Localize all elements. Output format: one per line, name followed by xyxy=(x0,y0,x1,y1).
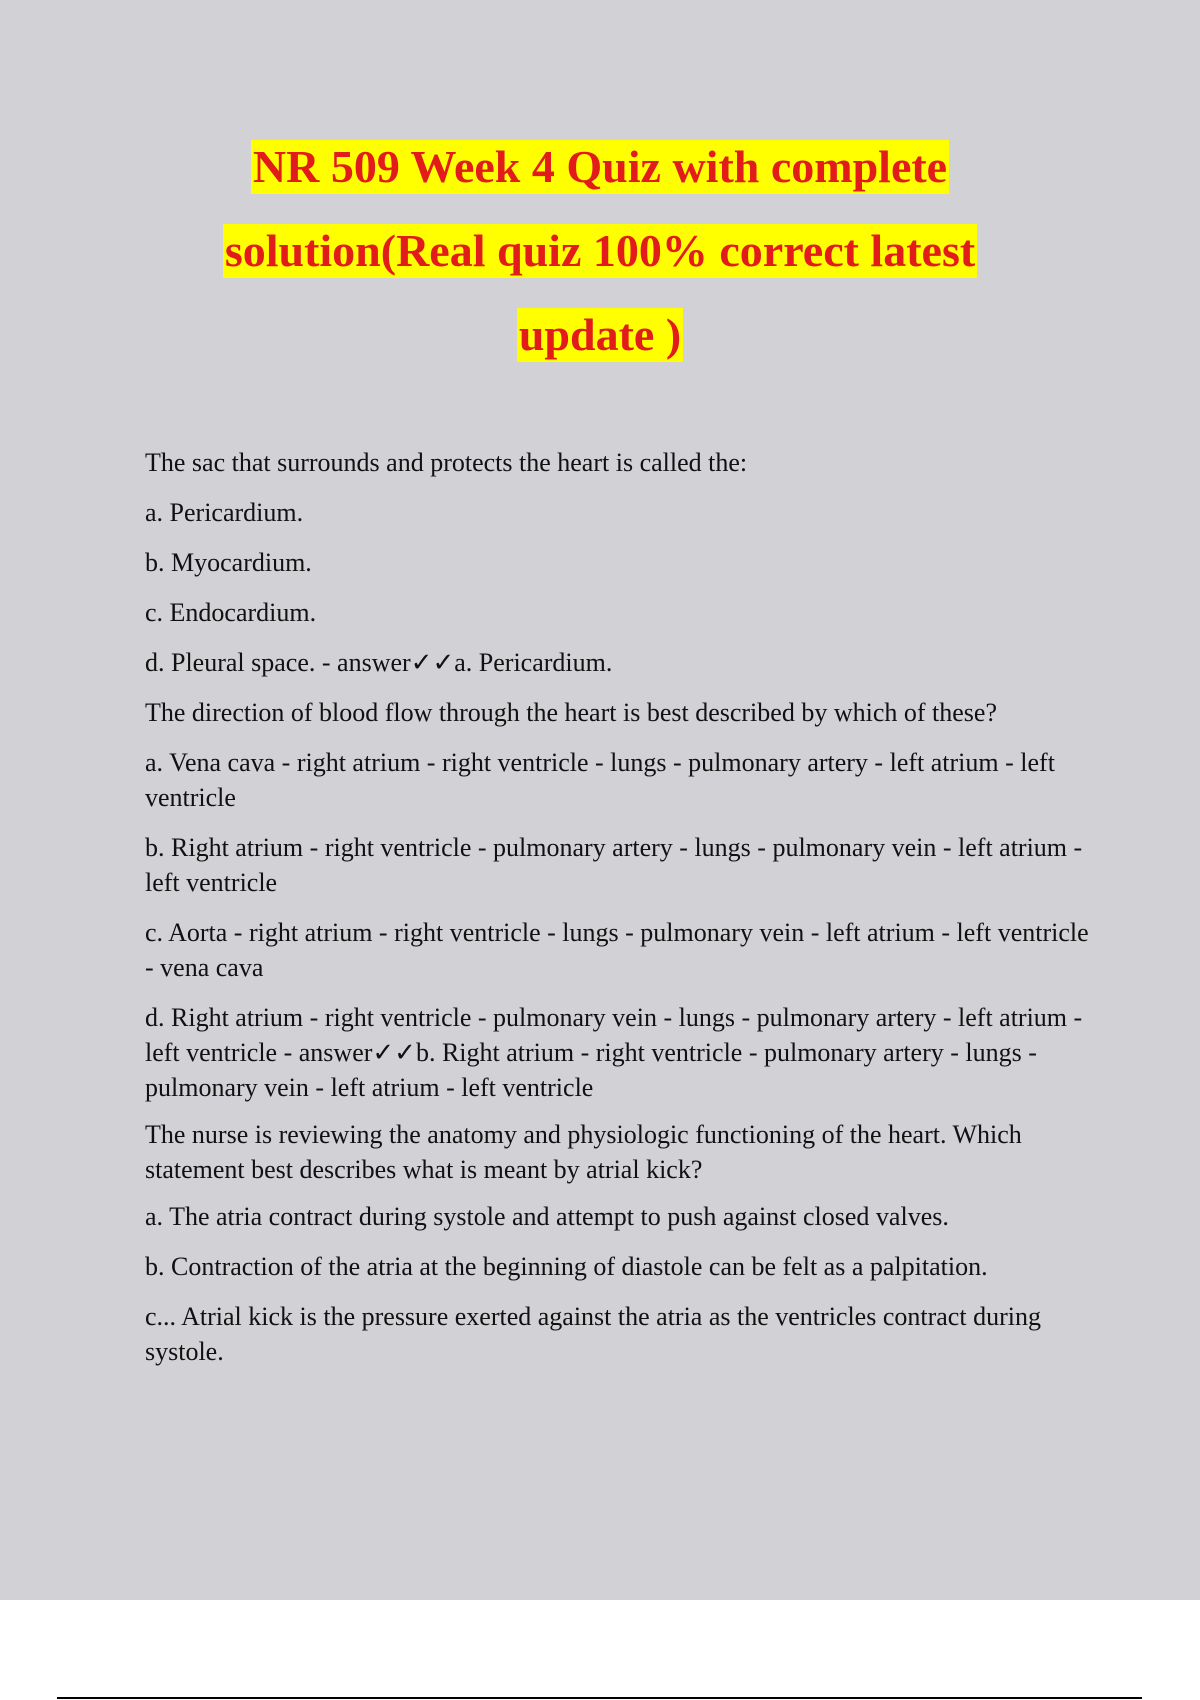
question-3-option-c: c... Atrial kick is the pressure exerted against the atria as the ventricles contract during systole. xyxy=(145,1302,1041,1366)
question-2-option-d-with-answer: d. Right atrium - right ventricle - pulmonary vein - lungs - pulmonary artery - left atrium - left ventricle - answer✓✓b. Right atrium - right ventricle - pulmonary artery - lungs - pulmonary vein - left atrium - left ventricle xyxy=(145,1003,1083,1102)
question-2-option-a: a. Vena cava - right atrium - right ventricle - lungs - pulmonary artery - left atrium - left ventricle xyxy=(145,748,1055,812)
next-page-rule xyxy=(57,1697,1142,1699)
question-2-option-c: c. Aorta - right atrium - right ventricle - lungs - pulmonary vein - left atrium - left ventricle - vena cava xyxy=(145,918,1089,982)
title-line-3: update ) xyxy=(518,309,682,360)
page-gap xyxy=(0,1600,1200,1700)
question-1-option-b: b. Myocardium. xyxy=(145,548,312,577)
document-body xyxy=(145,445,1090,1384)
question-2-option-b: b. Right atrium - right ventricle - pulmonary artery - lungs - pulmonary vein - left atrium - left ventricle xyxy=(145,833,1083,897)
document-title xyxy=(0,140,1200,392)
question-2-stem: The direction of blood flow through the heart is best described by which of these? xyxy=(145,698,997,727)
question-1-stem: The sac that surrounds and protects the heart is called the: xyxy=(145,448,748,477)
question-3-option-b: b. Contraction of the atria at the beginning of diastole can be felt as a palpitation. xyxy=(145,1252,988,1281)
question-1-option-a: a. Pericardium. xyxy=(145,498,304,527)
question-1-option-c: c. Endocardium. xyxy=(145,598,317,627)
question-3-option-a: a. The atria contract during systole and attempt to push against closed valves. xyxy=(145,1202,949,1231)
title-line-1: NR 509 Week 4 Quiz with complete xyxy=(252,141,948,192)
title-line-2: solution(Real quiz 100% correct latest xyxy=(224,225,976,276)
question-1-option-d-with-answer: d. Pleural space. - answer✓✓a. Pericardium. xyxy=(145,648,613,677)
question-3-stem: The nurse is reviewing the anatomy and physiologic functioning of the heart. Which statement best describes what is meant by atrial kick? xyxy=(145,1120,1022,1184)
